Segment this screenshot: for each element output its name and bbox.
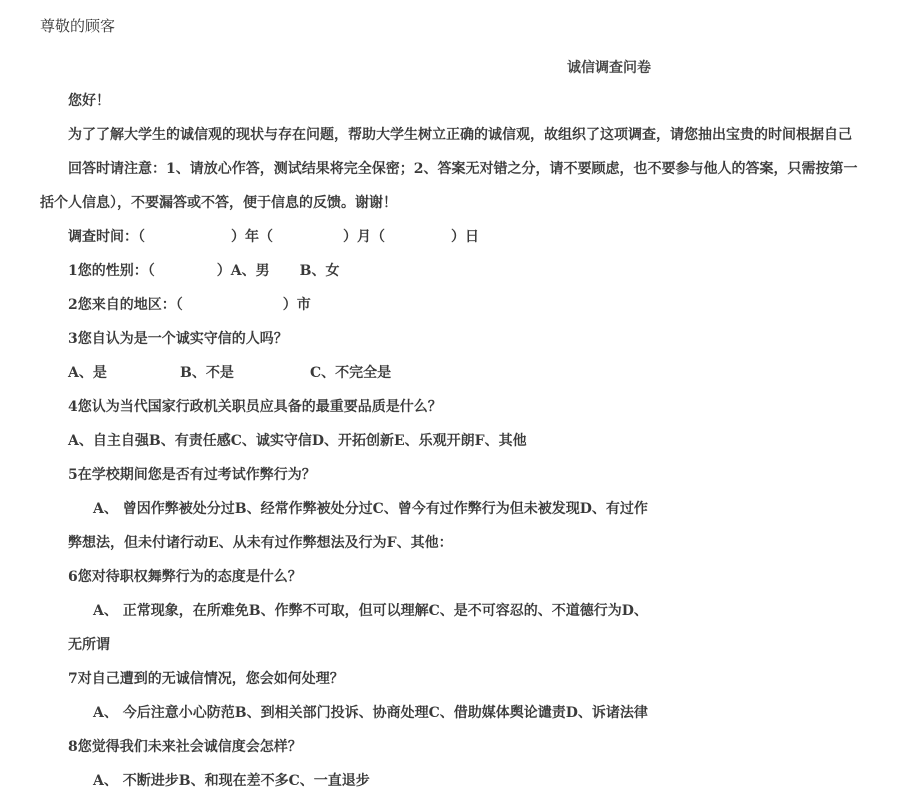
question-6-options-line-1[interactable]: A、 正常现象，在所难免B、作弊不可取，但可以理解C、是不可容忍的、不道德行为D、 — [93, 603, 648, 619]
question-4-options[interactable]: A、自主自强B、有责任感C、诚实守信D、开拓创新E、乐观开朗F、其他 — [68, 433, 527, 449]
question-3-options — [68, 363, 391, 383]
greeting-text: 尊敬的顾客 — [40, 17, 116, 35]
question-7-text: 7对自己遭到的无诚信情况，您会如何处理？ — [68, 671, 344, 687]
question-3-option-b[interactable]: B、不是 — [180, 365, 234, 381]
survey-time-label: 调查时间：（ — [68, 229, 145, 245]
question-3-option-c[interactable]: C、不完全是 — [310, 365, 392, 381]
question-4-text: 4您认为当代国家行政机关职员应具备的最重要品质是什么？ — [68, 399, 442, 415]
question-1-option-b[interactable]: B、女 — [299, 263, 340, 279]
question-2-suffix: ）市 — [282, 297, 311, 313]
intro-line-2: 回答时请注意：1、请放心作答，测试结果将完全保密；2、答案无对错之分，请不要顾虑，也不要参与他人的答案，只需按第一 — [68, 161, 858, 177]
intro-line-1: 为了了解大学生的诚信观的现状与存在问题，帮助大学生树立正确的诚信观，故组织了这项调查，请您抽出宝贵的时间根据自己 — [68, 127, 852, 143]
document-title: 诚信调查问卷 — [567, 60, 651, 76]
question-1-text: 1您的性别：（ — [68, 263, 155, 279]
question-7-options[interactable]: A、 今后注意小心防范B、到相关部门投诉、协商处理C、借助媒体舆论谴责D、诉诸法律 — [93, 705, 648, 721]
survey-month-label: ）月（ — [343, 229, 385, 245]
question-3-option-a[interactable]: A、是 — [68, 365, 107, 381]
question-8-text: 8您觉得我们未来社会诚信度会怎样？ — [68, 739, 302, 755]
question-2-text: 2您来自的地区：（ — [68, 297, 183, 313]
question-8-options[interactable]: A、 不断进步B、和现在差不多C、一直退步 — [93, 773, 370, 789]
question-1-row — [68, 261, 339, 281]
question-5-text: 5在学校期间您是否有过考试作弊行为？ — [68, 467, 316, 483]
question-3-text: 3您自认为是一个诚实守信的人吗？ — [68, 331, 288, 347]
survey-year-label: ）年（ — [231, 229, 273, 245]
intro-line-3: 括个人信息），不要漏答或不答，便于信息的反馈。谢谢！ — [40, 195, 397, 211]
intro-hello: 您好！ — [68, 93, 110, 109]
question-6-text: 6您对待职权舞弊行为的态度是什么？ — [68, 569, 302, 585]
survey-time-row — [68, 227, 479, 247]
question-6-options-line-2[interactable]: 无所谓 — [68, 637, 110, 653]
question-5-options-line-1[interactable]: A、 曾因作弊被处分过B、经常作弊被处分过C、曾今有过作弊行为但未被发现D、有过作 — [93, 501, 648, 517]
survey-day-label: ）日 — [451, 229, 479, 245]
question-2-row — [68, 295, 311, 315]
question-5-options-line-2[interactable]: 弊想法，但未付诸行动E、从未有过作弊想法及行为F、其他： — [68, 535, 453, 551]
question-1-option-a[interactable]: ）A、男 — [216, 263, 270, 279]
